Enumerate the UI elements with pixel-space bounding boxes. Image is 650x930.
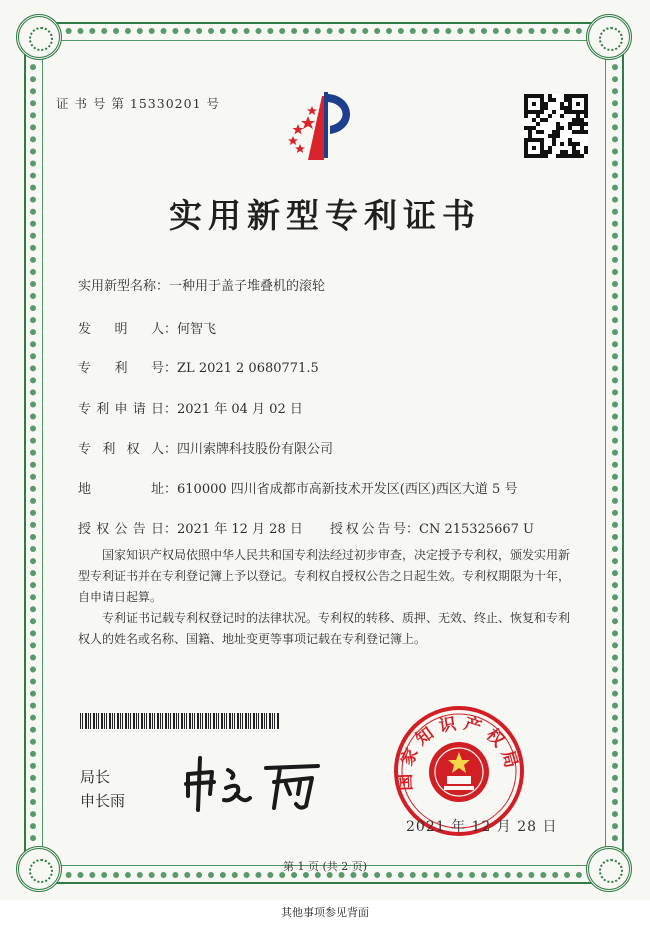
address-value: 610000 四川省成都市高新技术开发区(西区)西区大道 5 号 [177, 482, 518, 497]
statement-paragraph-2: 专利证书记载专利权登记时的法律状况。专利权的转移、质押、无效、终止、恢复和专利权人的姓名或名称、国籍、地址变更等事项记载在专利登记簿上。 [78, 611, 571, 646]
filing-date-label: 专利申请日 [78, 402, 164, 417]
utility-name-value: 一种用于盖子堆叠机的滚轮 [169, 279, 326, 294]
address-label: 地 址 [78, 482, 164, 497]
patentee-row: 专 利 权 人：四川索牌科技股份有限公司 [78, 438, 333, 457]
grant-date-row: 授权公告日：2021 年 12 月 28 日 [78, 518, 303, 537]
filing-date-row: 专利申请日：2021 年 04 月 02 日 [78, 398, 303, 417]
certificate-title: 实用新型专利证书 [169, 196, 481, 235]
inventor-value: 何智飞 [177, 322, 217, 337]
svg-text:国家知识产权局 [396, 713, 523, 791]
patentee-label: 专 利 权 人 [78, 442, 164, 457]
qr-code [524, 94, 588, 158]
patent-number-value: ZL 2021 2 0680771.5 [177, 361, 319, 376]
statement-paragraph-1: 国家知识产权局依照中华人民共和国专利法经过初步审查，决定授予专利权，颁发实用新型专利证书并在专利登记簿上予以登记。专利权自授权公告之日起生效。专利权期限为十年，自申请日起算。 [78, 548, 571, 604]
seal-date: 2021 年 12 月 28 日 [406, 819, 558, 835]
certificate-number-value: 15330201 [129, 96, 202, 111]
inventor-row: 发 明 人：何智飞 [78, 318, 216, 337]
address-row: 地 址：610000 四川省成都市高新技术开发区(西区)西区大道 5 号 [78, 478, 517, 497]
barcode [80, 713, 280, 729]
patent-number-row: 专 利 号：ZL 2021 2 0680771.5 [78, 357, 319, 376]
corner-ornament-icon [16, 14, 62, 60]
footer-note: 其他事项参见背面 [281, 906, 369, 919]
director-name: 申长雨 [80, 792, 126, 810]
utility-name-label: 实用新型名称 [78, 279, 157, 294]
director-signature [178, 748, 328, 818]
grant-date-label: 授权公告日 [78, 522, 164, 537]
corner-ornament-icon [586, 14, 632, 60]
grant-date-value: 2021 年 12 月 28 日 [177, 522, 303, 537]
patentee-value: 四川索牌科技股份有限公司 [177, 442, 334, 457]
certificate-number-suffix: 号 [206, 96, 221, 111]
grant-number-row: 授权公告号：CN 215325667 U [330, 518, 534, 537]
utility-name-row: 实用新型名称：一种用于盖子堆叠机的滚轮 [78, 279, 326, 294]
cnipa-logo-icon [278, 86, 358, 166]
seal-text-label: 国家知识产权局 [395, 713, 523, 791]
director-title: 局长 [80, 768, 111, 786]
certificate-number-label: 证 书 号 第 [56, 96, 125, 111]
certificate-number [56, 94, 220, 112]
grant-number-label: 授权公告号 [330, 522, 406, 537]
grant-number-value: CN 215325667 U [419, 522, 534, 537]
inventor-label: 发 明 人 [78, 322, 164, 337]
filing-date-value: 2021 年 04 月 02 日 [177, 402, 303, 417]
patent-number-label: 专 利 号 [78, 361, 164, 376]
page-number: 第 1 页 (共 2 页) [282, 860, 368, 873]
